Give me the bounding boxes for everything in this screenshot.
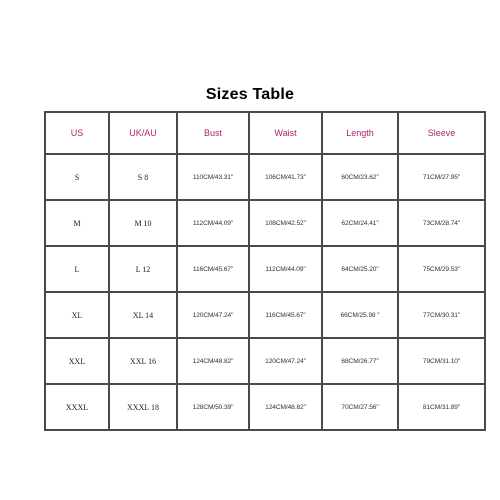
cell-us: XL — [45, 292, 109, 338]
cell-length: 68CM/26.77" — [322, 338, 398, 384]
header-length: Length — [322, 112, 398, 154]
cell-bust: 128CM/50.39" — [177, 384, 249, 430]
header-us: US — [45, 112, 109, 154]
cell-uk-au: M 10 — [109, 200, 177, 246]
cell-bust: 110CM/43.31" — [177, 154, 249, 200]
cell-length: 64CM/25.20" — [322, 246, 398, 292]
cell-us: L — [45, 246, 109, 292]
cell-sleeve: 75CM/29.53" — [398, 246, 485, 292]
sizes-table — [44, 111, 486, 431]
cell-us: XXL — [45, 338, 109, 384]
table-row — [45, 338, 485, 384]
cell-bust: 116CM/45.67" — [177, 246, 249, 292]
table-row — [45, 246, 485, 292]
cell-us: XXXL — [45, 384, 109, 430]
cell-us: S — [45, 154, 109, 200]
header-bust: Bust — [177, 112, 249, 154]
cell-length: 66CM/25.98 " — [322, 292, 398, 338]
cell-sleeve: 81CM/31.89" — [398, 384, 485, 430]
cell-uk-au: L 12 — [109, 246, 177, 292]
cell-waist: 116CM/45.67" — [249, 292, 322, 338]
cell-sleeve: 79CM/31.10" — [398, 338, 485, 384]
cell-us: M — [45, 200, 109, 246]
header-uk-au: UK/AU — [109, 112, 177, 154]
cell-sleeve: 77CM/30.31" — [398, 292, 485, 338]
cell-bust: 112CM/44.09" — [177, 200, 249, 246]
cell-waist: 112CM/44.09" — [249, 246, 322, 292]
cell-waist: 120CM/47.24" — [249, 338, 322, 384]
header-row — [45, 112, 485, 154]
cell-length: 60CM/23.62" — [322, 154, 398, 200]
header-waist: Waist — [249, 112, 322, 154]
table-row — [45, 200, 485, 246]
cell-length: 70CM/27.56" — [322, 384, 398, 430]
cell-uk-au: XL 14 — [109, 292, 177, 338]
cell-bust: 124CM/48.82" — [177, 338, 249, 384]
cell-uk-au: XXXL 18 — [109, 384, 177, 430]
table-row — [45, 384, 485, 430]
cell-waist: 108CM/42.52" — [249, 200, 322, 246]
cell-uk-au: S 8 — [109, 154, 177, 200]
table-title: Sizes Table — [205, 86, 295, 103]
cell-waist: 106CM/41.73" — [249, 154, 322, 200]
header-sleeve: Sleeve — [398, 112, 485, 154]
table-row — [45, 292, 485, 338]
cell-sleeve: 71CM/27.95" — [398, 154, 485, 200]
cell-bust: 120CM/47.24" — [177, 292, 249, 338]
cell-waist: 124CM/48.82" — [249, 384, 322, 430]
table-row — [45, 154, 485, 200]
cell-uk-au: XXL 16 — [109, 338, 177, 384]
cell-length: 62CM/24.41" — [322, 200, 398, 246]
cell-sleeve: 73CM/28.74" — [398, 200, 485, 246]
